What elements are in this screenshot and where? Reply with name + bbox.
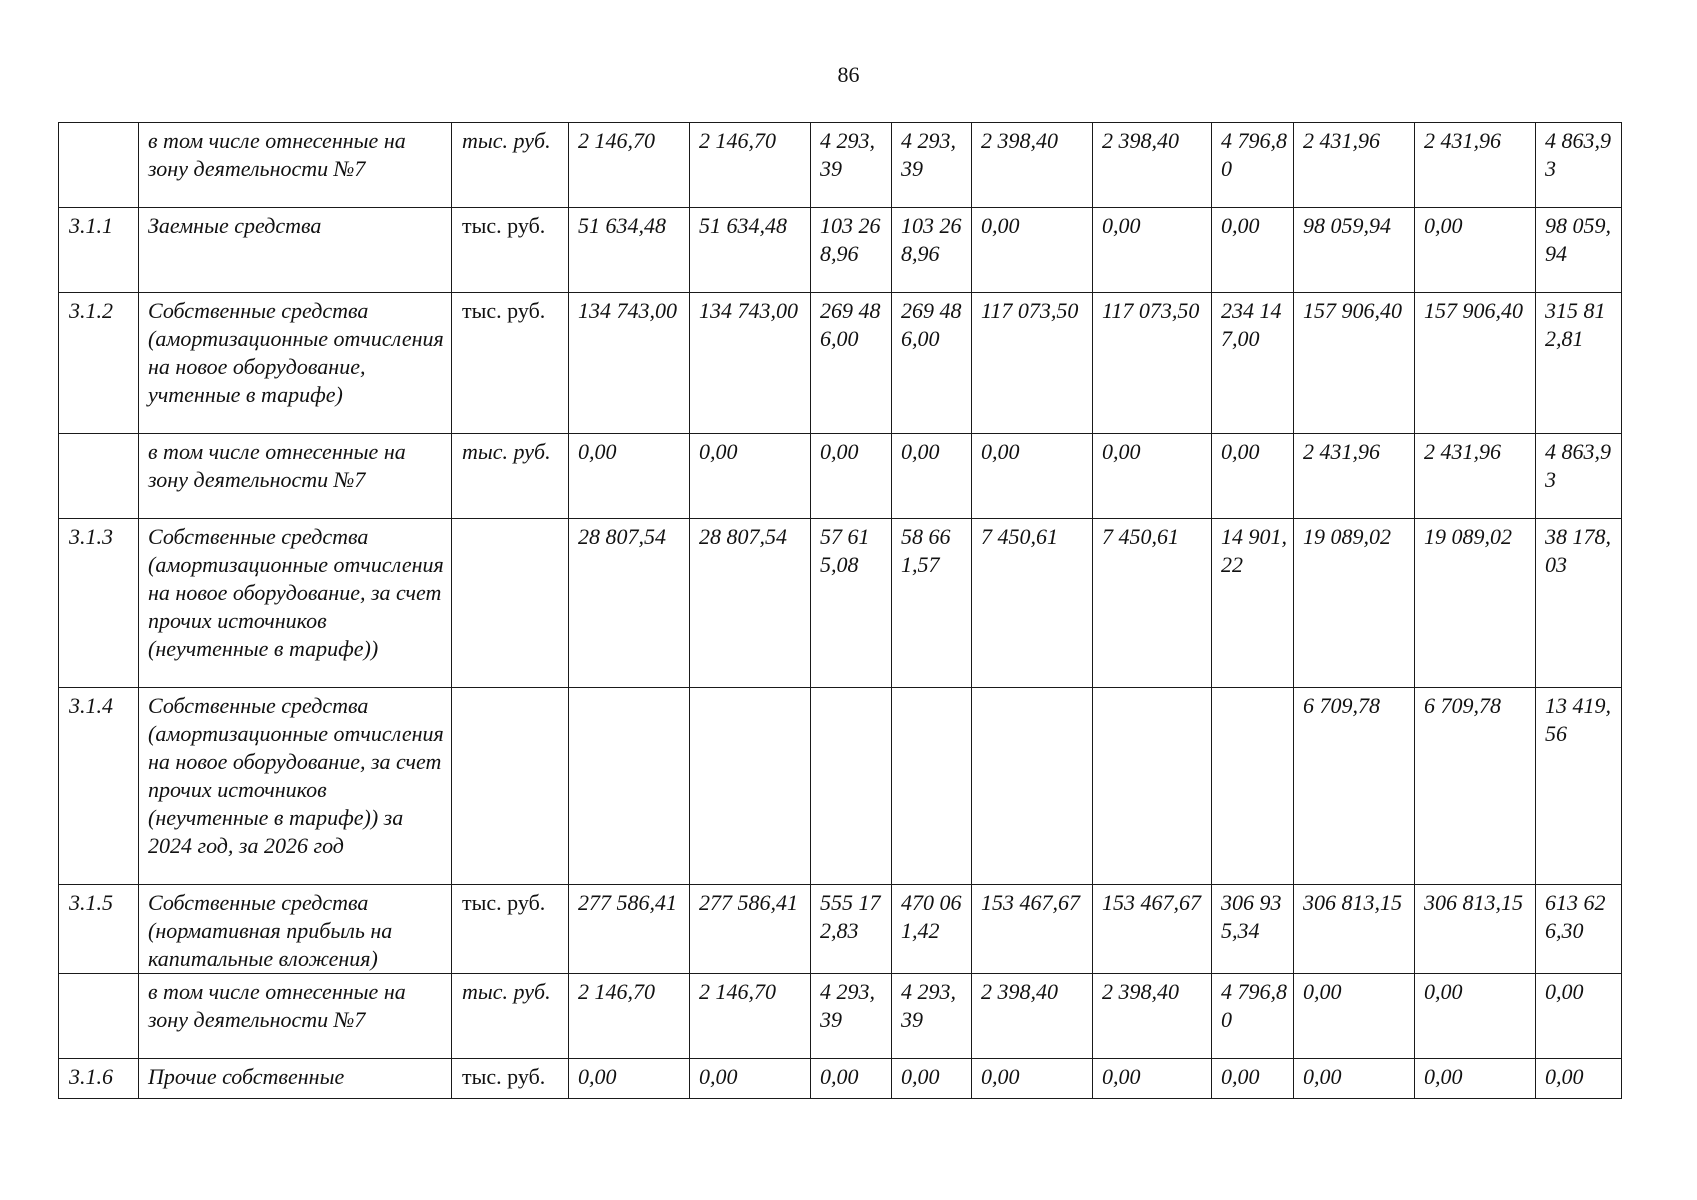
cell-value: 157 906,40	[1294, 293, 1415, 434]
table-row	[59, 208, 1622, 293]
row-unit	[452, 519, 569, 688]
cell-value: 0,00	[972, 208, 1093, 293]
cell-value: 6 709,78	[1294, 688, 1415, 885]
cell-value: 4 293,39	[811, 974, 892, 1059]
cell-value: 14 901,22	[1212, 519, 1294, 688]
cell-value: 0,00	[811, 1059, 892, 1099]
row-index: 3.1.1	[59, 208, 139, 293]
row-unit: тыс. руб.	[452, 208, 569, 293]
cell-value: 98 059,94	[1536, 208, 1622, 293]
row-name: в том числе отнесенные на зону деятельности №7	[139, 434, 452, 519]
row-unit: тыс. руб.	[452, 1059, 569, 1099]
cell-value: 2 431,96	[1415, 123, 1536, 208]
row-index: 3.1.5	[59, 885, 139, 974]
page-number: 86	[837, 62, 860, 87]
cell-value: 269 486,00	[811, 293, 892, 434]
row-index: 3.1.6	[59, 1059, 139, 1099]
table-row	[59, 519, 1622, 688]
cell-value	[1093, 688, 1212, 885]
cell-value: 51 634,48	[690, 208, 811, 293]
cell-value	[972, 688, 1093, 885]
cell-value: 2 146,70	[569, 123, 690, 208]
cell-value: 2 431,96	[1415, 434, 1536, 519]
cell-value: 613 626,30	[1536, 885, 1622, 974]
cell-value: 0,00	[1093, 1059, 1212, 1099]
cell-value: 277 586,41	[690, 885, 811, 974]
cell-value: 0,00	[892, 1059, 972, 1099]
table-row	[59, 123, 1622, 208]
cell-value	[1212, 688, 1294, 885]
cell-value: 103 268,96	[892, 208, 972, 293]
cell-value: 98 059,94	[1294, 208, 1415, 293]
cell-value: 2 398,40	[1093, 123, 1212, 208]
cell-value: 2 146,70	[569, 974, 690, 1059]
table-row	[59, 974, 1622, 1059]
cell-value: 234 147,00	[1212, 293, 1294, 434]
row-index: 3.1.4	[59, 688, 139, 885]
table-body	[59, 123, 1622, 1099]
cell-value: 4 293,39	[811, 123, 892, 208]
cell-value	[690, 688, 811, 885]
cell-value: 306 935,34	[1212, 885, 1294, 974]
cell-value: 117 073,50	[1093, 293, 1212, 434]
row-unit: тыс. руб.	[452, 885, 569, 974]
cell-value: 2 398,40	[972, 974, 1093, 1059]
cell-value: 7 450,61	[1093, 519, 1212, 688]
cell-value: 306 813,15	[1294, 885, 1415, 974]
cell-value: 4 863,93	[1536, 434, 1622, 519]
cell-value: 2 398,40	[1093, 974, 1212, 1059]
cell-value: 0,00	[690, 434, 811, 519]
cell-value: 28 807,54	[690, 519, 811, 688]
row-index	[59, 974, 139, 1059]
financing-table	[58, 122, 1622, 1099]
table-row	[59, 688, 1622, 885]
table-row	[59, 293, 1622, 434]
cell-value	[569, 688, 690, 885]
cell-value: 315 812,81	[1536, 293, 1622, 434]
row-name: Прочие собственные	[139, 1059, 452, 1099]
cell-value: 0,00	[1294, 974, 1415, 1059]
cell-value: 0,00	[1536, 1059, 1622, 1099]
cell-value: 0,00	[1212, 1059, 1294, 1099]
row-unit: тыс. руб.	[452, 293, 569, 434]
row-name: в том числе отнесенные на зону деятельности №7	[139, 123, 452, 208]
cell-value: 306 813,15	[1415, 885, 1536, 974]
cell-value: 0,00	[1212, 208, 1294, 293]
table-row	[59, 1059, 1622, 1099]
cell-value: 134 743,00	[569, 293, 690, 434]
cell-value: 134 743,00	[690, 293, 811, 434]
row-name: Собственные средства (амортизационные отчисления на новое оборудование, учтенные в тарифе)	[139, 293, 452, 434]
cell-value: 13 419,56	[1536, 688, 1622, 885]
cell-value	[811, 688, 892, 885]
cell-value: 0,00	[1093, 434, 1212, 519]
cell-value: 117 073,50	[972, 293, 1093, 434]
cell-value: 0,00	[1212, 434, 1294, 519]
cell-value: 0,00	[1294, 1059, 1415, 1099]
row-index: 3.1.2	[59, 293, 139, 434]
row-unit: тыс. руб.	[452, 974, 569, 1059]
cell-value: 0,00	[811, 434, 892, 519]
row-unit: тыс. руб.	[452, 434, 569, 519]
cell-value: 0,00	[569, 1059, 690, 1099]
cell-value: 19 089,02	[1294, 519, 1415, 688]
cell-value: 0,00	[1415, 1059, 1536, 1099]
cell-value: 0,00	[569, 434, 690, 519]
cell-value: 4 796,80	[1212, 974, 1294, 1059]
table-row	[59, 885, 1622, 974]
cell-value: 555 172,83	[811, 885, 892, 974]
cell-value: 2 398,40	[972, 123, 1093, 208]
cell-value: 38 178,03	[1536, 519, 1622, 688]
row-name: Собственные средства (амортизационные отчисления на новое оборудование, за счет прочих источников (неучтенные в тарифе))	[139, 519, 452, 688]
cell-value: 19 089,02	[1415, 519, 1536, 688]
cell-value: 2 431,96	[1294, 123, 1415, 208]
cell-value: 0,00	[1536, 974, 1622, 1059]
cell-value: 103 268,96	[811, 208, 892, 293]
row-index: 3.1.3	[59, 519, 139, 688]
cell-value: 4 293,39	[892, 974, 972, 1059]
cell-value: 58 661,57	[892, 519, 972, 688]
cell-value: 57 615,08	[811, 519, 892, 688]
cell-value: 2 146,70	[690, 123, 811, 208]
row-name: в том числе отнесенные на зону деятельности №7	[139, 974, 452, 1059]
row-name: Собственные средства (амортизационные отчисления на новое оборудование, за счет прочих источников (неучтенные в тарифе)) за 2024 год, за 2026 год	[139, 688, 452, 885]
cell-value: 153 467,67	[1093, 885, 1212, 974]
table-row	[59, 434, 1622, 519]
cell-value: 28 807,54	[569, 519, 690, 688]
cell-value: 470 061,42	[892, 885, 972, 974]
cell-value: 0,00	[892, 434, 972, 519]
cell-value: 0,00	[972, 1059, 1093, 1099]
row-index	[59, 434, 139, 519]
cell-value	[892, 688, 972, 885]
cell-value: 7 450,61	[972, 519, 1093, 688]
cell-value: 4 796,80	[1212, 123, 1294, 208]
cell-value: 0,00	[1093, 208, 1212, 293]
cell-value: 2 431,96	[1294, 434, 1415, 519]
cell-value: 2 146,70	[690, 974, 811, 1059]
cell-value: 157 906,40	[1415, 293, 1536, 434]
cell-value: 4 293,39	[892, 123, 972, 208]
row-name: Заемные средства	[139, 208, 452, 293]
cell-value: 0,00	[1415, 208, 1536, 293]
row-unit	[452, 688, 569, 885]
row-name: Собственные средства (нормативная прибыль на капитальные вложения)	[139, 885, 452, 974]
cell-value: 0,00	[1415, 974, 1536, 1059]
cell-value: 0,00	[690, 1059, 811, 1099]
row-unit: тыс. руб.	[452, 123, 569, 208]
cell-value: 4 863,93	[1536, 123, 1622, 208]
cell-value: 269 486,00	[892, 293, 972, 434]
cell-value: 6 709,78	[1415, 688, 1536, 885]
cell-value: 0,00	[972, 434, 1093, 519]
cell-value: 51 634,48	[569, 208, 690, 293]
row-index	[59, 123, 139, 208]
cell-value: 153 467,67	[972, 885, 1093, 974]
cell-value: 277 586,41	[569, 885, 690, 974]
